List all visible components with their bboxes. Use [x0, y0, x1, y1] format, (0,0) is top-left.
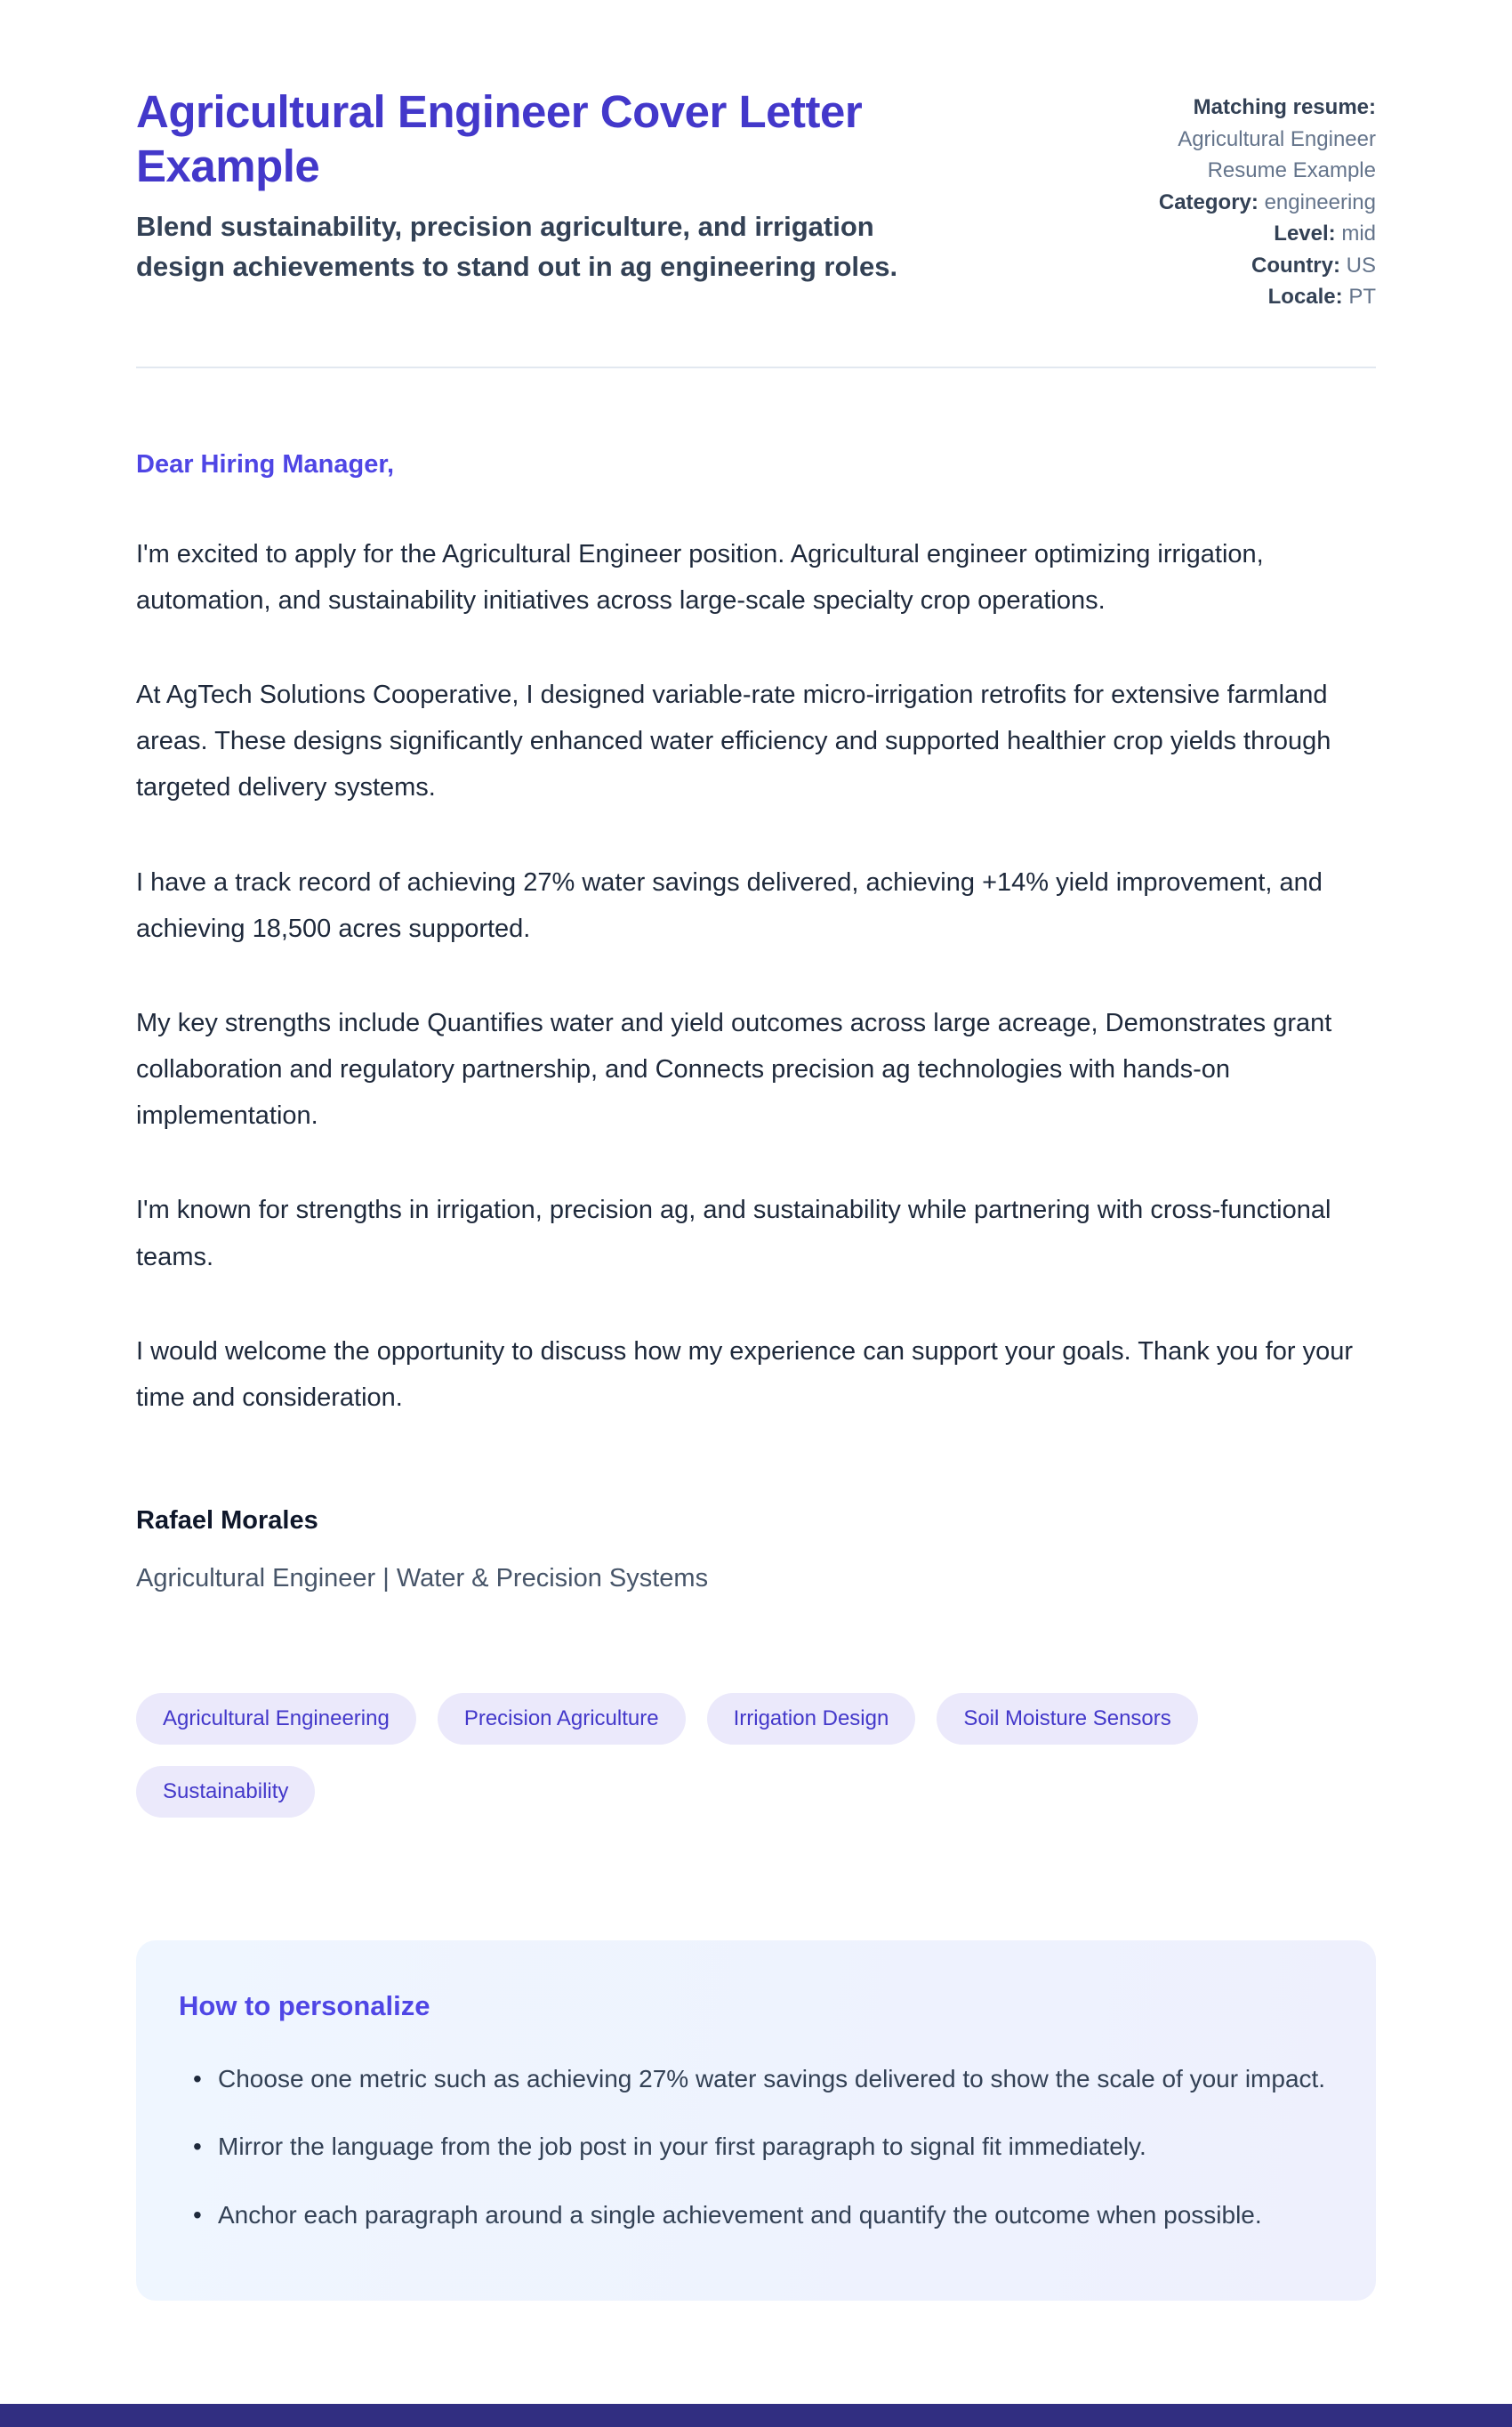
- category-label: Category:: [1158, 189, 1259, 214]
- signature-name: Rafael Morales: [136, 1506, 318, 1536]
- matching-resume-row: [1100, 92, 1376, 124]
- resume-meta: [1100, 85, 1376, 313]
- level-value: mid: [1341, 222, 1376, 246]
- level-row: [1100, 218, 1376, 250]
- tag-sustainability[interactable]: Sustainability: [136, 1766, 315, 1818]
- personalize-tip-list: [179, 2058, 1333, 2236]
- locale-row: [1100, 281, 1376, 313]
- locale-value: PT: [1348, 285, 1376, 310]
- level-label: Level:: [1274, 222, 1336, 246]
- country-row: [1100, 250, 1376, 282]
- matching-resume-label: Matching resume:: [1193, 95, 1376, 119]
- letter-paragraph-4: My key strengths include Quantifies water and yield outcomes across large acreage, Demonstrates grant collaboration and regulatory partnership, and Connects precision ag technologies with hands-on implementation.: [136, 1008, 1332, 1131]
- header-divider: [136, 367, 1376, 368]
- personalize-heading: How to personalize: [179, 1990, 430, 2022]
- page-subtitle: Blend sustainability, precision agriculture, and irrigation design achievements to stand out in ag engineering roles.: [136, 211, 898, 283]
- tag-list: [136, 1693, 1376, 1818]
- letter-paragraph-6: I would welcome the opportunity to discuss how my experience can support your goals. Thank you for your time and consideration.: [136, 1336, 1354, 1413]
- page-title: Agricultural Engineer Cover Letter Example: [136, 86, 863, 192]
- country-label: Country:: [1251, 253, 1340, 278]
- cover-letter-body: [136, 450, 1376, 1594]
- tag-precision-agriculture[interactable]: Precision Agriculture: [438, 1693, 686, 1745]
- letter-paragraph-5: I'm known for strengths in irrigation, precision ag, and sustainability while partnering with cross-functional teams.: [136, 1196, 1331, 1271]
- tag-irrigation-design[interactable]: Irrigation Design: [707, 1693, 916, 1745]
- header-title-block: [136, 85, 937, 287]
- locale-label: Locale:: [1267, 285, 1343, 310]
- country-value: US: [1346, 253, 1376, 278]
- personalize-box: [136, 1940, 1376, 2300]
- letter-paragraph-3: I have a track record of achieving 27% water savings delivered, achieving +14% yield improvement, and achieving 18,500 acres supported.: [136, 867, 1323, 943]
- personalize-tip-2: • Mirror the language from the job post in your first paragraph to signal fit immediately.: [179, 2125, 1333, 2168]
- salutation: Dear Hiring Manager,: [136, 449, 395, 479]
- page-header: [136, 85, 1376, 313]
- tag-agricultural-engineering[interactable]: Agricultural Engineering: [136, 1693, 416, 1745]
- personalize-tip-3: • Anchor each paragraph around a single achievement and quantify the outcome when possible.: [179, 2194, 1333, 2237]
- category-value: engineering: [1264, 189, 1376, 214]
- letter-paragraph-1: I'm excited to apply for the Agricultural Engineer position. Agricultural engineer optimizing irrigation, automation, and sustainability initiatives across large-scale specialty crop operations.: [136, 539, 1264, 615]
- letter-paragraph-2: At AgTech Solutions Cooperative, I designed variable-rate micro-irrigation retrofits for extensive farmland areas. These designs significantly enhanced water efficiency and supported healthier crop yields through targeted delivery systems.: [136, 680, 1331, 802]
- personalize-tip-1: • Choose one metric such as achieving 27% water savings delivered to show the scale of your impact.: [179, 2058, 1333, 2100]
- category-row: [1100, 187, 1376, 219]
- tag-soil-moisture-sensors[interactable]: Soil Moisture Sensors: [937, 1693, 1197, 1745]
- signature-title: Agricultural Engineer | Water & Precision Systems: [136, 1564, 709, 1593]
- footer-bar: [0, 2404, 1512, 2427]
- matching-resume-value: Agricultural Engineer Resume Example: [1178, 126, 1376, 183]
